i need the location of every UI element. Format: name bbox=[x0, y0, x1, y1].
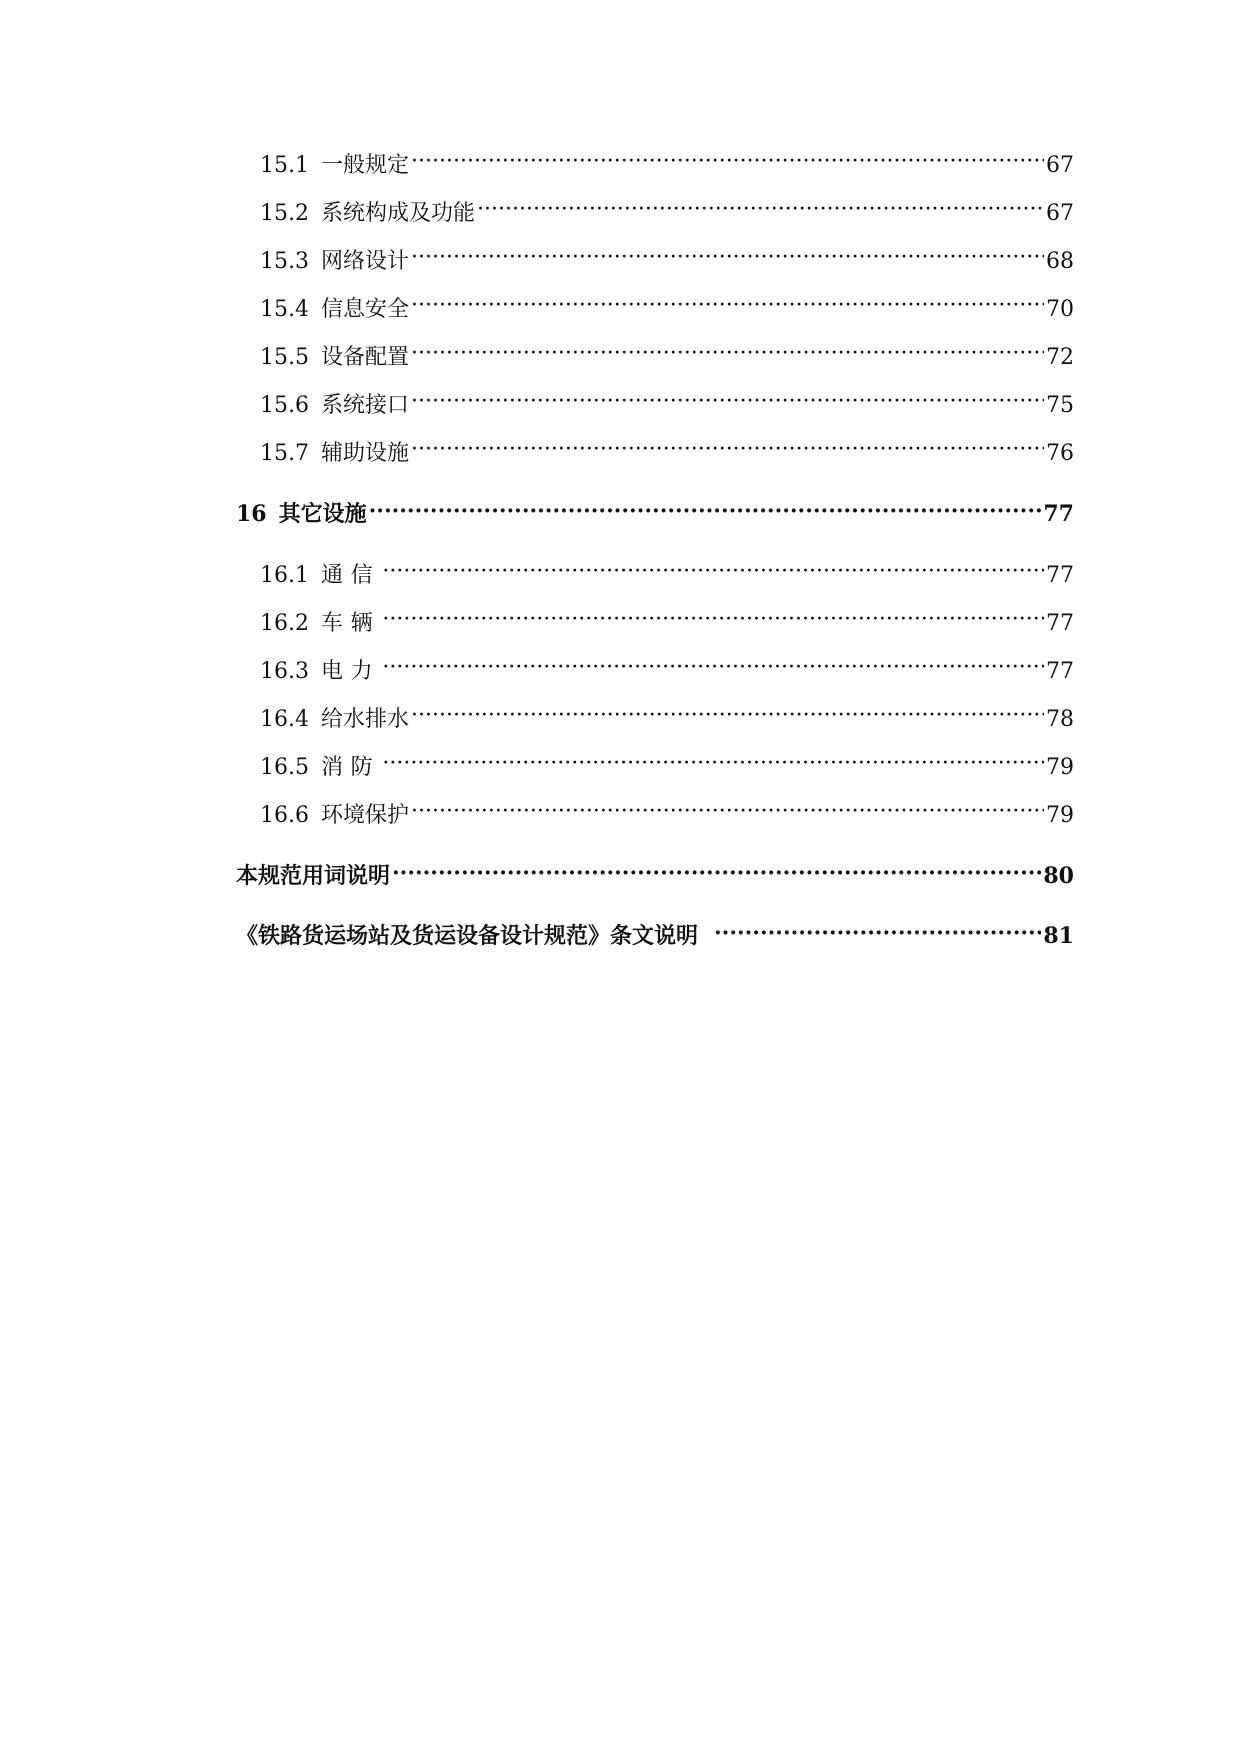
toc-dot-leader bbox=[411, 246, 1044, 268]
toc-entry[interactable] bbox=[260, 608, 1074, 635]
toc-entry[interactable] bbox=[260, 656, 1074, 683]
toc-entry-page: 70 bbox=[1046, 297, 1074, 322]
toc-entry-page: 75 bbox=[1046, 393, 1074, 418]
toc-entry-title: 电力 bbox=[320, 659, 381, 684]
toc-entry-page: 79 bbox=[1046, 755, 1074, 780]
toc-chapter-page: 77 bbox=[1043, 501, 1074, 527]
toc-entry-title: 设备配置 bbox=[320, 345, 409, 370]
toc-dot-leader bbox=[411, 294, 1044, 316]
toc-chapter-title: 《铁路货运场站及货运设备设计规范》条文说明 bbox=[236, 923, 699, 949]
toc-chapter-page: 81 bbox=[1043, 923, 1074, 949]
toc-dot-leader bbox=[477, 198, 1044, 220]
toc-entry[interactable] bbox=[260, 294, 1074, 321]
toc-dot-leader bbox=[411, 438, 1044, 460]
toc-entry[interactable] bbox=[260, 150, 1074, 177]
toc-entry-title: 给水排水 bbox=[320, 707, 409, 732]
toc-entry-number: 16.4 bbox=[260, 707, 309, 732]
toc-dot-leader bbox=[382, 752, 1044, 774]
toc-entry-number: 15.2 bbox=[260, 201, 309, 226]
toc-entry-title: 系统接口 bbox=[320, 393, 409, 418]
toc-chapter-entry[interactable] bbox=[236, 921, 1074, 947]
toc-dot-leader bbox=[369, 499, 1042, 521]
toc-entry[interactable] bbox=[260, 390, 1074, 417]
toc-entry-page: 67 bbox=[1046, 201, 1074, 226]
toc-entry-title: 辅助设施 bbox=[320, 441, 409, 466]
toc-entry-page: 68 bbox=[1046, 249, 1074, 274]
toc-entry-title: 通信 bbox=[320, 563, 381, 588]
toc-entry[interactable] bbox=[260, 198, 1074, 225]
toc-dot-leader bbox=[411, 342, 1044, 364]
toc-entry-page: 67 bbox=[1046, 153, 1074, 178]
toc-entry-page: 72 bbox=[1046, 345, 1074, 370]
toc-dot-leader bbox=[411, 800, 1044, 822]
toc-entry-page: 76 bbox=[1046, 441, 1074, 466]
toc-entry-title: 信息安全 bbox=[320, 297, 409, 322]
toc-entry-number: 16.6 bbox=[260, 803, 309, 828]
toc-chapter-title: 其它设施 bbox=[278, 501, 367, 527]
toc-dot-leader bbox=[411, 704, 1044, 726]
toc-entry-page: 77 bbox=[1046, 563, 1074, 588]
toc-dot-leader bbox=[714, 921, 1041, 943]
toc-dot-leader bbox=[382, 608, 1044, 630]
toc-entry-page: 79 bbox=[1046, 803, 1074, 828]
toc-entry[interactable] bbox=[260, 752, 1074, 779]
toc-entry-number: 15.7 bbox=[260, 441, 309, 466]
toc-entry-page: 77 bbox=[1046, 659, 1074, 684]
toc-entry[interactable] bbox=[260, 342, 1074, 369]
toc-entry-title: 车辆 bbox=[320, 611, 381, 636]
toc-dot-leader bbox=[382, 656, 1044, 678]
toc-entry-page: 78 bbox=[1046, 707, 1074, 732]
toc-entry[interactable] bbox=[260, 438, 1074, 465]
toc-entry-page: 77 bbox=[1046, 611, 1074, 636]
toc-dot-leader bbox=[382, 560, 1044, 582]
toc-entry-title: 网络设计 bbox=[320, 249, 409, 274]
toc-chapter-title: 本规范用词说明 bbox=[236, 863, 391, 889]
toc-entry-number: 15.3 bbox=[260, 249, 309, 274]
toc-dot-leader bbox=[411, 390, 1044, 412]
toc-dot-leader bbox=[411, 150, 1044, 172]
toc-entry-number: 15.1 bbox=[260, 153, 309, 178]
toc-chapter-number: 16 bbox=[236, 501, 267, 527]
toc-entry-number: 16.5 bbox=[260, 755, 309, 780]
toc-entry[interactable] bbox=[260, 246, 1074, 273]
toc-entry-number: 15.6 bbox=[260, 393, 309, 418]
toc-entry[interactable] bbox=[260, 800, 1074, 827]
toc-dot-leader bbox=[392, 861, 1041, 883]
toc-entry-title: 系统构成及功能 bbox=[320, 201, 475, 226]
toc-entry-number: 16.3 bbox=[260, 659, 309, 684]
toc-entry-number: 16.2 bbox=[260, 611, 309, 636]
toc-entry-number: 15.4 bbox=[260, 297, 309, 322]
toc-chapter-entry[interactable] bbox=[236, 861, 1074, 887]
toc-chapter-entry[interactable] bbox=[236, 499, 1074, 525]
toc-chapter-page: 80 bbox=[1043, 863, 1074, 889]
toc-entry-title: 环境保护 bbox=[320, 803, 409, 828]
toc-entry[interactable] bbox=[260, 704, 1074, 731]
toc-entry-number: 15.5 bbox=[260, 345, 309, 370]
toc-entry-title: 一般规定 bbox=[320, 153, 409, 178]
toc-entry-number: 16.1 bbox=[260, 563, 309, 588]
toc-entry-title: 消防 bbox=[320, 755, 381, 780]
toc-entry[interactable] bbox=[260, 560, 1074, 587]
